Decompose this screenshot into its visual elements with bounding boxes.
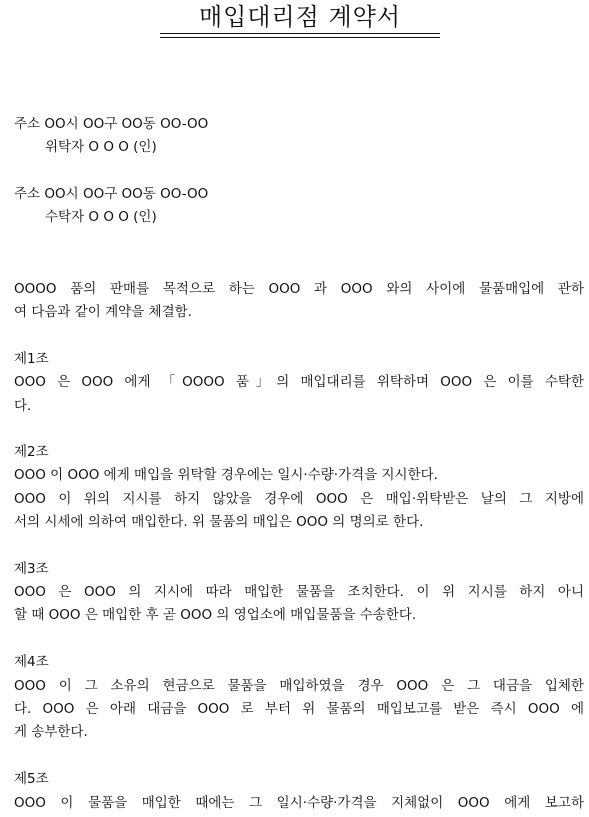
preamble-line-2: 여 다음과 같이 계약을 체결함. — [14, 304, 192, 320]
article-4-heading: 제4조 — [14, 654, 49, 670]
article-1-line-1: OOO 은 OOO 에게 「OOOO 품」의 매입대리를 위탁하며 OOO 은 이를 수탁한 — [14, 374, 584, 390]
party-1-consignor: 위탁자 O O O (인) — [45, 139, 157, 155]
article-4-line-2: 다. OOO 은 아래 대금을 OOO 로 부터 위 물품의 매입보고를 받은 즉시 OOO 에 — [14, 701, 584, 717]
preamble-line-1: OOOO 품의 판매를 목적으로 하는 OOO 과 OOO 와의 사이에 물품매입에 관하 — [14, 281, 584, 297]
article-2-heading: 제2조 — [14, 444, 49, 460]
article-2-line-1: OOO 이 OOO 에게 매입을 위탁할 경우에는 일시·수량·가격을 지시한다. — [14, 467, 438, 483]
party-1-address: 주소 OO시 OO구 OO동 OO-OO — [14, 116, 209, 132]
article-4-line-1: OOO 이 그 소유의 현금으로 물품을 매입하였을 경우 OOO 은 그 대금을 입체한 — [14, 678, 584, 694]
article-5-heading: 제5조 — [14, 771, 49, 787]
article-3-heading: 제3조 — [14, 561, 49, 577]
document-title-block — [160, 0, 440, 40]
title-underline-bottom — [160, 37, 440, 38]
article-2-line-2: OOO 이 위의 지시를 하지 않았을 경우에 OOO 은 매입·위탁받은 날의 그 지방에 — [14, 491, 584, 507]
party-2-address: 주소 OO시 OO구 OO동 OO-OO — [14, 186, 209, 202]
article-3-line-2: 할 때 OOO 은 매입한 후 곧 OOO 의 영업소에 매입물품을 수송한다. — [14, 607, 417, 623]
document-title: 매입대리점 계약서 — [198, 3, 402, 31]
party-2-consignee: 수탁자 O O O (인) — [45, 209, 157, 225]
article-2-line-3: 서의 시세에 의하여 매입한다. 위 물품의 매입은 OOO 의 명의로 한다. — [14, 514, 424, 530]
article-4-line-3: 게 송부한다. — [14, 724, 88, 740]
article-1-heading: 제1조 — [14, 351, 49, 367]
title-underline-top — [160, 33, 440, 34]
article-3-line-1: OOO 은 OOO 의 지시에 따라 매입한 물품을 조치한다. 이 위 지시를 하지 아니 — [14, 584, 584, 600]
article-5-line-1: OOO 이 물품을 매입한 때에는 그 일시·수량·가격을 지체없이 OOO 에게 보고하 — [14, 795, 584, 811]
article-1-line-2: 다. — [14, 398, 32, 414]
